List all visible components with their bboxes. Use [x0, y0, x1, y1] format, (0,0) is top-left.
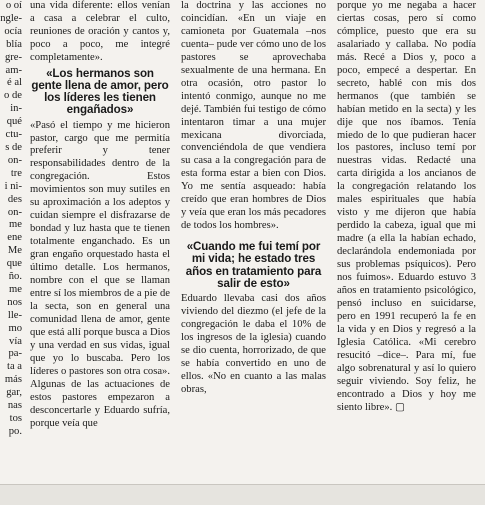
fragment-line: mo [8, 322, 22, 334]
fragment-line: blía [6, 38, 22, 50]
fragment-line: lle- [7, 309, 22, 321]
section-heading: «Los hermanos son gente llena de amor, pero los líderes les tienen engañados» [31, 66, 169, 117]
fragment-line: ocía [4, 25, 22, 37]
column-paragraph: Eduardo llevaba casi dos años viviendo del diezmo (el jefe de la congregación le daba el 10% de los ingresos de la iglesia) cuando se dio cuenta, horrorizado, de que se había convertido en uno de ellos. «No en cuanto a las malas obras, [181, 292, 326, 395]
fragment-line: on- [7, 154, 22, 166]
column-paragraph: porque yo me negaba a hacer ciertas cosas, pero sí como cómplice, puesto que era su asalariado y callaba. No podía más. Recé a Dios y, poco a poco, empecé a despertar. En secreto, hablé con mis dos hermanos (que también se habían metido en la secta) y les dije que nos íbamos. Tenía miedo de lo que pudieran hacer los pastores, incluso temí por nuestras vidas. Redacté una carta dirigida a los ancianos de la congregación relatando los males espirituales que había visto y me dijeron que había perdido la cabeza, igual que mi madre (a ella la habían echado, declarándola endemoniada por sus problemas psíquicos). Pero nos fuimos». Eduardo estuvo 3 años en tratamiento psicológico, pensó incluso en suicidarse, pero en 1991 recuperó la fe en la vida y en Dios y regresó a la Iglesia Católica. «Mi cerebro resucitó –dice–. Para mí, fue algo sobrenatural y así lo quiero seguir viviendo. Soy feliz, he encontrado a Dios y hoy me siento libre». ▢ [337, 0, 476, 413]
fragment-line: gar, [6, 387, 22, 399]
fragment-line: me [9, 219, 22, 231]
article-column-3 [337, 0, 476, 482]
column-paragraph: «Pasó el tiempo y me hicieron pastor, cargo que me permitía preferir y tener responsabilidades dentro de la congregación. Estos movimientos son muy sutiles en su aproximación a los adeptos y cuidan siempre el disfrazarse de bondad y luz hasta que te tienen totalmente enganchado. Es un gran engaño orquestado hasta el último detalle. Los hermanos, nombre con el que se llaman entre sí los miembros de a pie de la secta, son en general una comunidad llena de amor, gente que está allí porque busca a Dios y una verdad en sus vidas, igual que yo lo buscaba. Pero los líderes o pastores son otra cosa». Algunas de las actuaciones de estos pastores empezaron a desconcertarle y Eduardo sufría, porque veía que [30, 119, 170, 429]
fragment-line: i ni- [4, 180, 22, 192]
fragment-line: ngle- [0, 12, 22, 24]
fragment-line: gre- [4, 51, 22, 63]
article-column-1 [30, 0, 170, 482]
fragment-line: po. [8, 425, 22, 437]
fragment-line: é al [7, 77, 22, 89]
fragment-line: des [7, 193, 22, 205]
fragment-line: o oí [5, 0, 22, 11]
fragment-line: qué [6, 116, 22, 128]
column-paragraph: la doctrina y las acciones no coincidían. «En un viaje en camioneta por Guatemala –nos cuenta– pude ver cómo uno de los pastores se aprovechaba sexualmente de una hermana. En otra ocasión, otro pastor lo intentó conmigo, aunque no me dejé. También fui testigo de cómo intentaron timar a una mujer mexicana divorciada, convenciéndola de que vendiera su casa a la congregación para de esta forma estar a bien con Dios. Yo me sentía asqueado: había creído que eran hombres de Dios y veía que eran los más pecadores de todos los hombres». [181, 0, 326, 232]
fragment-line: pa- [8, 348, 22, 360]
fragment-line: ño. [8, 271, 22, 283]
column-paragraph: una vida diferente: ellos venían a casa a celebrar el culto, reuniones de oración y cantos y, poco a poco, me integré completamente». [30, 0, 170, 63]
fragment-line: que [6, 258, 22, 270]
fragment-line: on- [7, 206, 22, 218]
fragment-line: me [9, 283, 22, 295]
fragment-line: ene [7, 232, 22, 244]
article-column-2 [181, 0, 326, 482]
fragment-line: tos [9, 413, 22, 424]
fragment-line: o de [4, 90, 22, 102]
fragment-line: nas [7, 400, 22, 412]
section-heading: «Cuando me fui temí por mi vida; he estado tres años en tratamiento para salir de esto» [185, 240, 322, 290]
fragment-line: in- [10, 103, 22, 115]
fragment-line: más [4, 374, 22, 386]
fragment-line: tre [10, 167, 22, 179]
previous-column-fragment [0, 0, 24, 480]
fragment-line: Me [7, 245, 22, 257]
page-bottom-strip [0, 484, 485, 505]
fragment-line: ta a [7, 361, 22, 373]
fragment-line: am- [5, 64, 22, 76]
fragment-line: ctu- [5, 129, 22, 141]
fragment-line: nos [7, 296, 22, 308]
fragment-line: s de [5, 141, 22, 153]
fragment-line: vía [9, 335, 22, 347]
